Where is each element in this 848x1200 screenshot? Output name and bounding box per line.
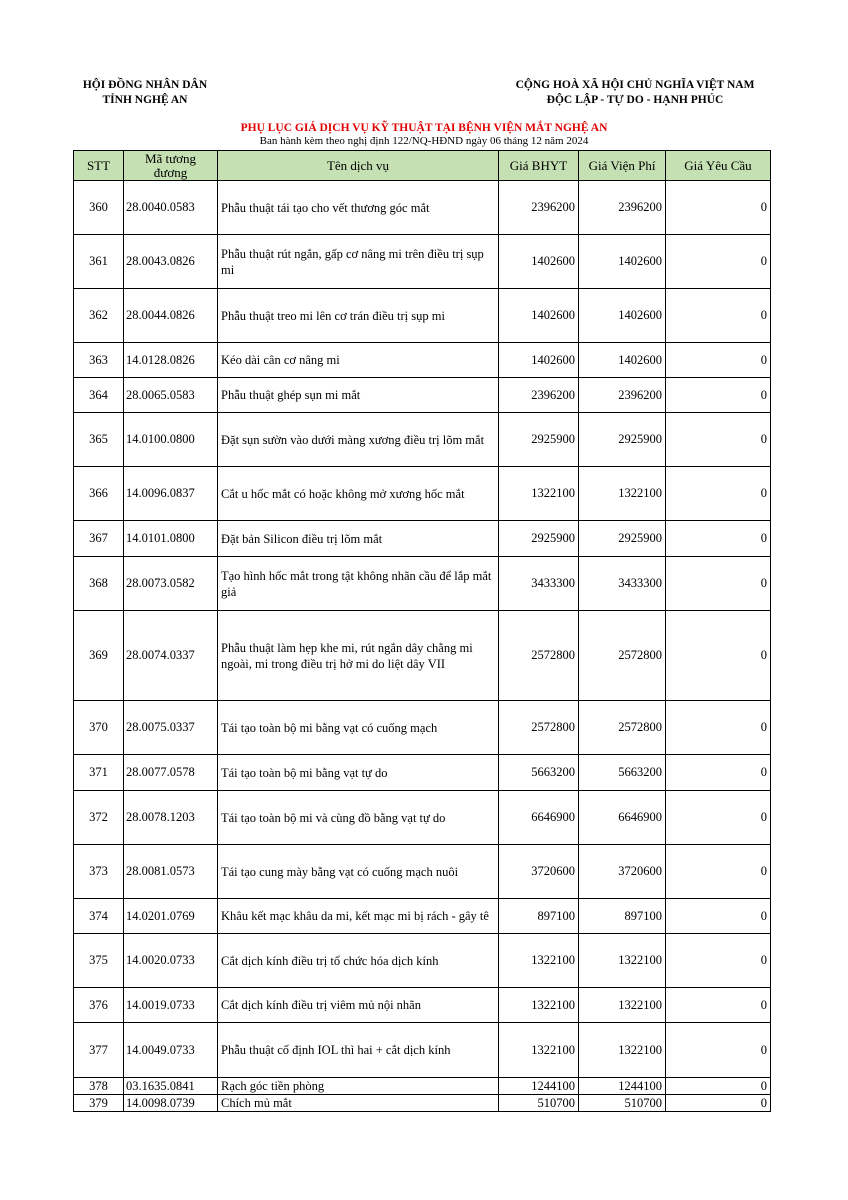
cell-yeucau-price: 0 xyxy=(666,413,771,467)
motto-line-1: CỘNG HOÀ XÃ HỘI CHỦ NGHĨA VIỆT NAM xyxy=(515,79,755,91)
table-row xyxy=(74,343,771,378)
table-header-row xyxy=(74,151,771,181)
cell-stt: 365 xyxy=(74,413,124,467)
cell-code: 14.0049.0733 xyxy=(124,1023,218,1078)
cell-stt: 361 xyxy=(74,235,124,289)
table-row xyxy=(74,934,771,988)
cell-vienphi-price: 1322100 xyxy=(579,988,666,1023)
cell-bhyt-price: 2925900 xyxy=(499,521,579,557)
table-row xyxy=(74,1095,771,1112)
cell-bhyt-price: 897100 xyxy=(499,899,579,934)
cell-stt: 375 xyxy=(74,934,124,988)
cell-bhyt-price: 2572800 xyxy=(499,701,579,755)
table-row xyxy=(74,701,771,755)
cell-bhyt-price: 1244100 xyxy=(499,1078,579,1095)
cell-vienphi-price: 897100 xyxy=(579,899,666,934)
cell-service-name: Tái tạo cung mày bằng vạt có cuống mạch nuôi xyxy=(218,845,499,899)
cell-bhyt-price: 510700 xyxy=(499,1095,579,1112)
cell-service-name: Phẫu thuật treo mi lên cơ trán điều trị sụp mi xyxy=(218,289,499,343)
cell-code: 28.0078.1203 xyxy=(124,791,218,845)
issuer-line-2: TỈNH NGHỆ AN xyxy=(102,94,188,106)
cell-vienphi-price: 2925900 xyxy=(579,413,666,467)
cell-stt: 376 xyxy=(74,988,124,1023)
cell-vienphi-price: 2396200 xyxy=(579,378,666,413)
cell-vienphi-price: 6646900 xyxy=(579,791,666,845)
cell-code: 28.0065.0583 xyxy=(124,378,218,413)
cell-stt: 362 xyxy=(74,289,124,343)
cell-code: 28.0081.0573 xyxy=(124,845,218,899)
cell-code: 28.0075.0337 xyxy=(124,701,218,755)
cell-yeucau-price: 0 xyxy=(666,343,771,378)
cell-yeucau-price: 0 xyxy=(666,289,771,343)
col-header-yeucau: Giá Yêu Cầu xyxy=(666,151,771,181)
table-row xyxy=(74,413,771,467)
cell-service-name: Phẫu thuật tái tạo cho vết thương góc mắt xyxy=(218,181,499,235)
cell-service-name: Cắt u hốc mắt có hoặc không mở xương hốc mắt xyxy=(218,467,499,521)
cell-service-name: Tái tạo toàn bộ mi bằng vạt tự do xyxy=(218,755,499,791)
cell-vienphi-price: 1402600 xyxy=(579,235,666,289)
table-row xyxy=(74,181,771,235)
cell-vienphi-price: 2572800 xyxy=(579,701,666,755)
cell-bhyt-price: 3433300 xyxy=(499,557,579,611)
cell-yeucau-price: 0 xyxy=(666,934,771,988)
cell-stt: 372 xyxy=(74,791,124,845)
cell-bhyt-price: 1322100 xyxy=(499,934,579,988)
document-subtitle: Ban hành kèm theo nghị định 122/NQ-HĐND ngày 06 tháng 12 năm 2024 xyxy=(259,135,589,147)
col-header-vienphi: Giá Viện Phí xyxy=(579,151,666,181)
cell-service-name: Phẫu thuật cố định IOL thì hai + cắt dịch kính xyxy=(218,1023,499,1078)
cell-service-name: Phẫu thuật làm hẹp khe mi, rút ngắn dây chằng mi ngoài, mi trong điều trị hở mi do liệt dây VII xyxy=(218,611,499,701)
cell-stt: 378 xyxy=(74,1078,124,1095)
table-row xyxy=(74,899,771,934)
cell-stt: 369 xyxy=(74,611,124,701)
price-table xyxy=(73,150,771,1112)
cell-stt: 373 xyxy=(74,845,124,899)
cell-bhyt-price: 6646900 xyxy=(499,791,579,845)
cell-vienphi-price: 2572800 xyxy=(579,611,666,701)
cell-stt: 360 xyxy=(74,181,124,235)
cell-bhyt-price: 1322100 xyxy=(499,467,579,521)
table-row xyxy=(74,289,771,343)
col-header-bhyt: Giá BHYT xyxy=(499,151,579,181)
table-row xyxy=(74,467,771,521)
cell-code: 28.0043.0826 xyxy=(124,235,218,289)
cell-service-name: Kéo dài cân cơ nâng mi xyxy=(218,343,499,378)
national-motto-block xyxy=(500,78,770,108)
cell-service-name: Khâu kết mạc khâu da mi, kết mạc mi bị rách - gây tê xyxy=(218,899,499,934)
cell-code: 28.0073.0582 xyxy=(124,557,218,611)
cell-yeucau-price: 0 xyxy=(666,521,771,557)
cell-service-name: Rạch góc tiền phòng xyxy=(218,1078,499,1095)
cell-bhyt-price: 1402600 xyxy=(499,289,579,343)
cell-stt: 367 xyxy=(74,521,124,557)
cell-stt: 371 xyxy=(74,755,124,791)
cell-yeucau-price: 0 xyxy=(666,755,771,791)
cell-vienphi-price: 2396200 xyxy=(579,181,666,235)
col-header-name: Tên dịch vụ xyxy=(218,151,499,181)
cell-yeucau-price: 0 xyxy=(666,791,771,845)
cell-bhyt-price: 2925900 xyxy=(499,413,579,467)
table-row xyxy=(74,521,771,557)
cell-yeucau-price: 0 xyxy=(666,557,771,611)
cell-yeucau-price: 0 xyxy=(666,1023,771,1078)
cell-stt: 363 xyxy=(74,343,124,378)
issuer-line-1: HỘI ĐỒNG NHÂN DÂN xyxy=(82,79,208,91)
table-row xyxy=(74,557,771,611)
cell-vienphi-price: 1322100 xyxy=(579,1023,666,1078)
cell-yeucau-price: 0 xyxy=(666,701,771,755)
cell-service-name: Tạo hình hốc mắt trong tật không nhãn cầu để lắp mắt giả xyxy=(218,557,499,611)
cell-vienphi-price: 1244100 xyxy=(579,1078,666,1095)
cell-vienphi-price: 510700 xyxy=(579,1095,666,1112)
cell-stt: 374 xyxy=(74,899,124,934)
cell-code: 14.0096.0837 xyxy=(124,467,218,521)
cell-stt: 368 xyxy=(74,557,124,611)
cell-service-name: Tái tạo toàn bộ mi và cùng đồ bằng vạt tự do xyxy=(218,791,499,845)
cell-stt: 379 xyxy=(74,1095,124,1112)
cell-code: 03.1635.0841 xyxy=(124,1078,218,1095)
cell-stt: 364 xyxy=(74,378,124,413)
cell-vienphi-price: 2925900 xyxy=(579,521,666,557)
cell-service-name: Đặt sụn sườn vào dưới màng xương điều trị lõm mắt xyxy=(218,413,499,467)
motto-line-2: ĐỘC LẬP - TỰ DO - HẠNH PHÚC xyxy=(546,94,724,106)
cell-yeucau-price: 0 xyxy=(666,181,771,235)
cell-code: 14.0020.0733 xyxy=(124,934,218,988)
cell-service-name: Cắt dịch kính điều trị viêm mủ nội nhãn xyxy=(218,988,499,1023)
cell-service-name: Đặt bản Silicon điều trị lõm mắt xyxy=(218,521,499,557)
cell-bhyt-price: 1402600 xyxy=(499,343,579,378)
cell-bhyt-price: 5663200 xyxy=(499,755,579,791)
cell-bhyt-price: 3720600 xyxy=(499,845,579,899)
cell-yeucau-price: 0 xyxy=(666,611,771,701)
table-row xyxy=(74,235,771,289)
cell-bhyt-price: 1402600 xyxy=(499,235,579,289)
cell-vienphi-price: 3720600 xyxy=(579,845,666,899)
cell-yeucau-price: 0 xyxy=(666,1078,771,1095)
cell-code: 14.0098.0739 xyxy=(124,1095,218,1112)
cell-code: 14.0019.0733 xyxy=(124,988,218,1023)
cell-service-name: Cắt dịch kính điều trị tổ chức hóa dịch kính xyxy=(218,934,499,988)
cell-code: 28.0040.0583 xyxy=(124,181,218,235)
cell-yeucau-price: 0 xyxy=(666,988,771,1023)
table-row xyxy=(74,988,771,1023)
cell-vienphi-price: 5663200 xyxy=(579,755,666,791)
cell-code: 28.0044.0826 xyxy=(124,289,218,343)
cell-yeucau-price: 0 xyxy=(666,235,771,289)
cell-stt: 370 xyxy=(74,701,124,755)
cell-stt: 366 xyxy=(74,467,124,521)
cell-vienphi-price: 1402600 xyxy=(579,343,666,378)
cell-service-name: Tái tạo toàn bộ mi bằng vạt có cuống mạch xyxy=(218,701,499,755)
cell-yeucau-price: 0 xyxy=(666,1095,771,1112)
document-title: PHỤ LỤC GIÁ DỊCH VỤ KỸ THUẬT TẠI BỆNH VIỆN MẮT NGHỆ AN xyxy=(240,122,608,134)
table-row xyxy=(74,378,771,413)
cell-code: 14.0101.0800 xyxy=(124,521,218,557)
cell-service-name: Phẫu thuật rút ngắn, gấp cơ nâng mi trên điều trị sụp mi xyxy=(218,235,499,289)
issuer-block xyxy=(70,78,220,108)
cell-bhyt-price: 2396200 xyxy=(499,181,579,235)
cell-yeucau-price: 0 xyxy=(666,378,771,413)
cell-yeucau-price: 0 xyxy=(666,899,771,934)
col-header-code: Mã tương đương xyxy=(124,151,218,181)
cell-bhyt-price: 2572800 xyxy=(499,611,579,701)
cell-vienphi-price: 1322100 xyxy=(579,467,666,521)
table-row xyxy=(74,845,771,899)
table-row xyxy=(74,611,771,701)
cell-code: 14.0128.0826 xyxy=(124,343,218,378)
cell-code: 28.0077.0578 xyxy=(124,755,218,791)
cell-yeucau-price: 0 xyxy=(666,845,771,899)
cell-service-name: Chích mủ mắt xyxy=(218,1095,499,1112)
cell-vienphi-price: 1402600 xyxy=(579,289,666,343)
cell-code: 28.0074.0337 xyxy=(124,611,218,701)
table-row xyxy=(74,1078,771,1095)
table-row xyxy=(74,1023,771,1078)
cell-yeucau-price: 0 xyxy=(666,467,771,521)
cell-vienphi-price: 1322100 xyxy=(579,934,666,988)
cell-code: 14.0201.0769 xyxy=(124,899,218,934)
cell-bhyt-price: 2396200 xyxy=(499,378,579,413)
cell-code: 14.0100.0800 xyxy=(124,413,218,467)
cell-bhyt-price: 1322100 xyxy=(499,1023,579,1078)
cell-service-name: Phẫu thuật ghép sụn mi mắt xyxy=(218,378,499,413)
col-header-stt: STT xyxy=(74,151,124,181)
cell-stt: 377 xyxy=(74,1023,124,1078)
table-row xyxy=(74,791,771,845)
table-row xyxy=(74,755,771,791)
cell-bhyt-price: 1322100 xyxy=(499,988,579,1023)
cell-vienphi-price: 3433300 xyxy=(579,557,666,611)
